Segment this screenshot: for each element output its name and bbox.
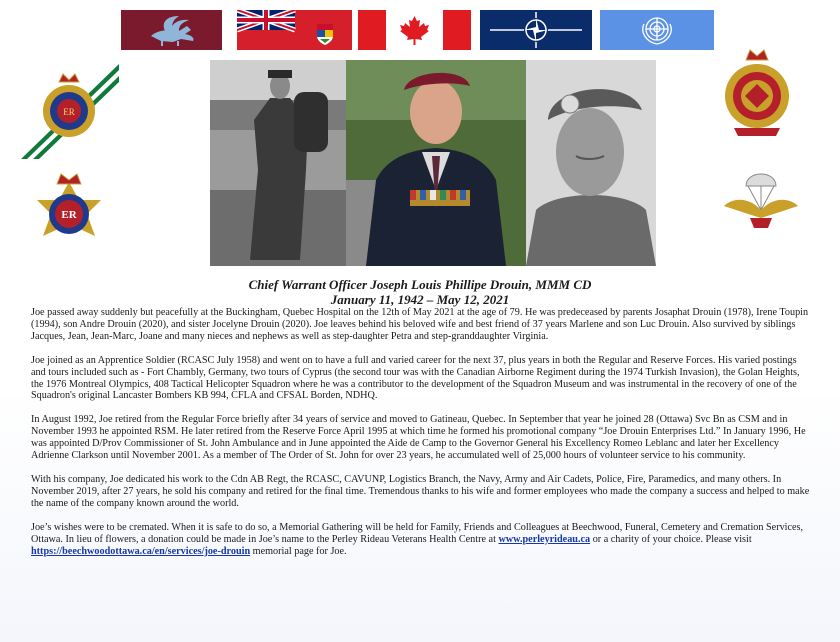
- royal-cipher-er-badge: [25, 170, 113, 254]
- nato-flag: [480, 10, 592, 50]
- perley-rideau-link[interactable]: www.perleyrideau.ca: [498, 533, 591, 545]
- paragraph-career: Joe joined as an Apprentice Soldier (RCASC July 1958) and went on to have a full and varied career for the next 37, plus years in both the Regular and Reserve Forces. His varied postings and tours included such as - Fort Chambly, Germany, two tours of Cyprus (the second tour was with the Canadian Airborne Regiment during the 1974 Turkish Invasion), the Golan Heights, the 1976 Montreal Olympics, 408 Tactical Helicopter Squadron where he was a contributor to the development of the Squadron Museum and was instrumental in the recovery of one of the Squadron's original Lancaster Bombers KB 994, CFLA and CFSAL Borden, NDHQ.: [31, 354, 800, 402]
- young-soldier-photo: [210, 60, 346, 266]
- paragraph-retirement: In August 1992, Joe retired from the Regular Force briefly after 34 years of service and moved to Gatineau, Quebec. In September that year he joined 28 (Ottawa) Svc Bn as CSM and in November 1993 he appointed RSM. He later retired from the Reserve Force April 1995 at which time he formed his promotional company “Joe Drouin Enterprises Ltd.” In January 1996, He was appointed D/Prov Commissioner of St. John Ambulance and in June appointed the Aide de Camp to the Governor General his Excellency Romeo Leblanc and later her Excellency Adrienne Clarkson until November 2001. As a member of The Order of St. John for over 23 years, he accumulated well of 25,000 hours of volunteer service to his community.: [31, 414, 806, 462]
- svg-text:ER: ER: [63, 107, 75, 117]
- obituary-heading: [0, 277, 840, 307]
- beechwood-memorial-link[interactable]: https://beechwoodottawa.ca/en/services/joe-drouin: [31, 545, 251, 557]
- paragraph-memorial: Joe’s wishes were to be cremated. When it is safe to do so, a Memorial Gathering will be held for Family, Friends and Colleagues at Beechwood, Funeral, Cemetery and Cremation Services, Ottawa. In lieu of flowers, a donation could be made in Joe’s name to the Perley Rideau Veterans Health Centre at www.perleyrideau.ca or a charity of your choice. Please visit https://beechwoodottawa.ca/en/services/joe-drouin memorial page for Joe.: [31, 521, 804, 557]
- paragraph-family: Joe passed away suddenly but peacefully at the Buckingham, Quebec Hospital on the 12th of May 2021 at the age of 79. He was predeceased by parents Josaphat Drouin (1978), Irene Toupin (1994), son Andre Drouin (2020), and sister Jocelyne Drouin (2020). Joe leaves behind his beloved wife and best friend of 37 years Marlene and son Luc Drouin. Also survived by siblings Jacques, Jean, Jean-Marc, Joane and many nieces and nephews as well as step-daughter Petra and step-granddaughter Virginia.: [31, 307, 809, 342]
- blue-beret-soldier-photo: [526, 60, 656, 266]
- life-dates: January 11, 1942 – May 12, 2021: [330, 292, 510, 307]
- deceased-name: Chief Warrant Officer Joseph Louis Phillipe Drouin, MMM CD: [248, 277, 592, 292]
- united-nations-flag: [600, 10, 714, 50]
- canada-flag: [358, 10, 471, 50]
- red-ensign-flag: [237, 10, 352, 50]
- svg-text:ER: ER: [61, 209, 77, 221]
- parachute-wings-badge: [722, 166, 800, 230]
- airborne-pegasus-flag: [121, 10, 222, 50]
- paragraph-company: With his company, Joe dedicated his work to the Cdn AB Regt, the RCASC, CAVUNP, Logistics Branch, the Navy, Army and Air Cadets, Police, Fire, Paramedics, and many others. In November 2019, after 27 years, he sold his company and retired for the final time. Tremendous thanks to his wife and former employees who made the company a success and helped to make the name of the company known around the world.: [31, 473, 810, 509]
- veteran-portrait-photo: [346, 60, 526, 266]
- obituary-body: [31, 307, 811, 569]
- rcasc-badge-with-stripe: [21, 64, 119, 159]
- logistics-branch-badge: [716, 46, 798, 138]
